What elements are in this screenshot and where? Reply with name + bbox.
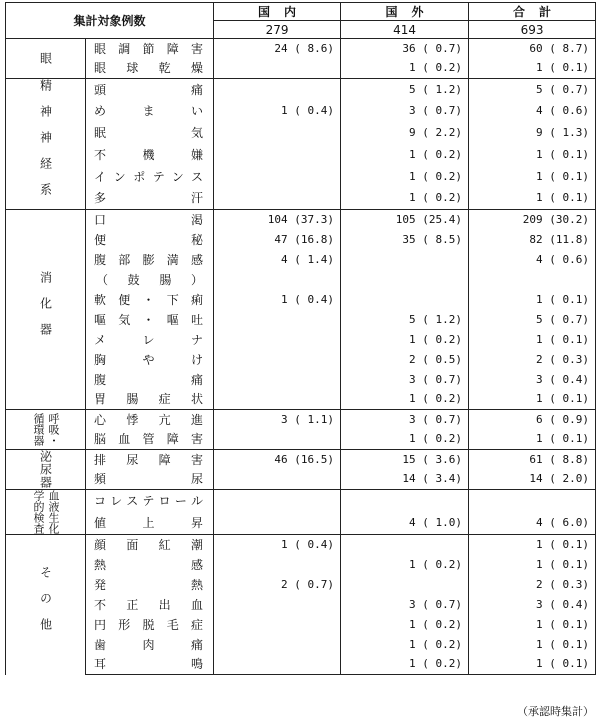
value-total — [469, 490, 596, 513]
value-foreign: 36 ( 0.7) — [341, 39, 469, 59]
value-foreign: 1 ( 0.2) — [341, 615, 469, 635]
value-foreign: 9 ( 2.2) — [341, 122, 469, 144]
category-label-col2: 呼吸・ — [47, 413, 60, 446]
value-domestic — [214, 79, 341, 101]
value-total: 4 ( 0.6) — [469, 250, 596, 270]
value-domestic: 4 ( 1.4) — [214, 250, 341, 270]
symptom-name: 頻尿 — [86, 470, 214, 490]
symptom-name: 値上昇 — [86, 512, 214, 535]
category-cell — [6, 450, 86, 490]
value-total: 60 ( 8.7) — [469, 39, 596, 59]
category-cell — [6, 410, 86, 450]
symptom-name: 眼球乾燥 — [86, 59, 214, 79]
category-label-col1: 学的検査 — [32, 490, 45, 534]
value-foreign: 3 ( 0.7) — [341, 370, 469, 390]
value-total: 2 ( 0.3) — [469, 575, 596, 595]
value-foreign — [341, 270, 469, 290]
value-foreign: 1 ( 0.2) — [341, 166, 469, 188]
value-foreign: 1 ( 0.2) — [341, 555, 469, 575]
table-row — [6, 166, 596, 188]
header-domestic: 国内 — [214, 3, 341, 21]
table-row — [6, 490, 596, 513]
value-total: 1 ( 0.1) — [469, 330, 596, 350]
value-total: 1 ( 0.1) — [469, 59, 596, 79]
symptom-name: 腹部膨満感 — [86, 250, 214, 270]
value-foreign: 35 ( 8.5) — [341, 230, 469, 250]
symptom-name: 熱感 — [86, 555, 214, 575]
table-row — [6, 350, 596, 370]
symptom-name: メレナ — [86, 330, 214, 350]
symptom-name: 頭痛 — [86, 79, 214, 101]
table-row — [6, 310, 596, 330]
value-domestic — [214, 310, 341, 330]
value-total: 1 ( 0.1) — [469, 635, 596, 655]
table-row — [6, 188, 596, 210]
value-total: 1 ( 0.1) — [469, 290, 596, 310]
value-total: 61 ( 8.8) — [469, 450, 596, 470]
value-total: 4 ( 6.0) — [469, 512, 596, 535]
symptom-name: 歯肉痛 — [86, 635, 214, 655]
value-domestic: 104 (37.3) — [214, 210, 341, 230]
value-total: 1 ( 0.1) — [469, 430, 596, 450]
table-row — [6, 655, 596, 675]
symptom-name: 眠気 — [86, 122, 214, 144]
value-domestic — [214, 166, 341, 188]
symptom-name: 脳血管障害 — [86, 430, 214, 450]
value-foreign: 1 ( 0.2) — [341, 188, 469, 210]
value-total: 1 ( 0.1) — [469, 615, 596, 635]
value-foreign — [341, 490, 469, 513]
value-foreign: 3 ( 0.7) — [341, 100, 469, 122]
adverse-events-table — [5, 2, 596, 675]
table-row — [6, 230, 596, 250]
category-cell — [6, 535, 86, 675]
value-domestic — [214, 144, 341, 166]
value-total: 2 ( 0.3) — [469, 350, 596, 370]
category-label — [6, 413, 85, 446]
value-foreign: 2 ( 0.5) — [341, 350, 469, 370]
category-label: 泌尿器 — [38, 450, 53, 489]
value-foreign: 14 ( 3.4) — [341, 470, 469, 490]
value-total: 3 ( 0.4) — [469, 595, 596, 615]
table-row — [6, 555, 596, 575]
table-row — [6, 410, 596, 430]
value-total: 1 ( 0.1) — [469, 188, 596, 210]
value-domestic — [214, 615, 341, 635]
value-foreign — [341, 575, 469, 595]
value-foreign: 1 ( 0.2) — [341, 59, 469, 79]
value-domestic — [214, 655, 341, 675]
table-row — [6, 470, 596, 490]
value-domestic — [214, 390, 341, 410]
table-row — [6, 535, 596, 555]
value-foreign: 3 ( 0.7) — [341, 595, 469, 615]
table-row — [6, 122, 596, 144]
symptom-name: 眼調節障害 — [86, 39, 214, 59]
value-total: 3 ( 0.4) — [469, 370, 596, 390]
table-row — [6, 270, 596, 290]
symptom-name: 心悸亢進 — [86, 410, 214, 430]
value-foreign: 1 ( 0.2) — [341, 390, 469, 410]
category-label: その他 — [38, 565, 53, 644]
value-total: 1 ( 0.1) — [469, 390, 596, 410]
table-row — [6, 390, 596, 410]
value-domestic: 1 ( 0.4) — [214, 100, 341, 122]
category-cell — [6, 490, 86, 535]
value-domestic: 47 (16.8) — [214, 230, 341, 250]
header-n-domestic: 279 — [214, 21, 341, 39]
table-row — [6, 39, 596, 59]
symptom-name: 不機嫌 — [86, 144, 214, 166]
value-total: 1 ( 0.1) — [469, 535, 596, 555]
value-foreign: 5 ( 1.2) — [341, 79, 469, 101]
value-domestic — [214, 512, 341, 535]
value-total: 5 ( 0.7) — [469, 79, 596, 101]
value-domestic — [214, 59, 341, 79]
value-domestic: 46 (16.5) — [214, 450, 341, 470]
header-foreign: 国外 — [341, 3, 469, 21]
table-row — [6, 290, 596, 310]
value-foreign: 1 ( 0.2) — [341, 330, 469, 350]
category-label: 眼 — [38, 52, 53, 65]
category-label: 精神神経系 — [38, 79, 53, 209]
value-domestic — [214, 188, 341, 210]
symptom-name: 発熱 — [86, 575, 214, 595]
value-foreign: 1 ( 0.2) — [341, 144, 469, 166]
category-label-col1: 循環器 — [32, 413, 45, 446]
table-row — [6, 615, 596, 635]
value-domestic: 3 ( 1.1) — [214, 410, 341, 430]
symptom-name: 軟便・下痢 — [86, 290, 214, 310]
value-domestic — [214, 270, 341, 290]
category-label — [6, 490, 85, 534]
value-foreign: 1 ( 0.2) — [341, 430, 469, 450]
symptom-name: 嘔気・嘔吐 — [86, 310, 214, 330]
value-foreign: 105 (25.4) — [341, 210, 469, 230]
value-domestic: 24 ( 8.6) — [214, 39, 341, 59]
table-row — [6, 59, 596, 79]
value-domestic — [214, 470, 341, 490]
value-domestic: 1 ( 0.4) — [214, 290, 341, 310]
symptom-name: 口渇 — [86, 210, 214, 230]
value-foreign — [341, 250, 469, 270]
table-row — [6, 512, 596, 535]
value-foreign: 3 ( 0.7) — [341, 410, 469, 430]
value-domestic: 1 ( 0.4) — [214, 535, 341, 555]
value-foreign — [341, 290, 469, 310]
value-total: 1 ( 0.1) — [469, 144, 596, 166]
value-total: 14 ( 2.0) — [469, 470, 596, 490]
value-domestic — [214, 122, 341, 144]
table-row — [6, 79, 596, 101]
symptom-name: インポテンス — [86, 166, 214, 188]
header-n-total: 693 — [469, 21, 596, 39]
value-total: 4 ( 0.6) — [469, 100, 596, 122]
value-total: 9 ( 1.3) — [469, 122, 596, 144]
value-foreign: 4 ( 1.0) — [341, 512, 469, 535]
category-label: 消化器 — [38, 270, 53, 349]
footnote: （承認時集計） — [517, 705, 594, 718]
symptom-name: 顔面紅潮 — [86, 535, 214, 555]
value-foreign — [341, 535, 469, 555]
value-domestic — [214, 490, 341, 513]
symptom-name: 耳鳴 — [86, 655, 214, 675]
symptom-name: 円形脱毛症 — [86, 615, 214, 635]
symptom-name: 胸やけ — [86, 350, 214, 370]
value-total: 1 ( 0.1) — [469, 555, 596, 575]
value-foreign: 15 ( 3.6) — [341, 450, 469, 470]
header-total: 合計 — [469, 3, 596, 21]
table-row — [6, 635, 596, 655]
category-label-col2: 血液生化 — [47, 490, 60, 534]
value-total: 82 (11.8) — [469, 230, 596, 250]
symptom-name: 排尿障害 — [86, 450, 214, 470]
category-cell — [6, 39, 86, 79]
value-domestic — [214, 430, 341, 450]
value-domestic — [214, 370, 341, 390]
table-row — [6, 144, 596, 166]
value-domestic — [214, 350, 341, 370]
symptom-name: コレステロール — [86, 490, 214, 513]
symptom-name: めまい — [86, 100, 214, 122]
value-domestic — [214, 555, 341, 575]
table-row — [6, 595, 596, 615]
value-total: 1 ( 0.1) — [469, 166, 596, 188]
symptom-name: 不正出血 — [86, 595, 214, 615]
value-total: 209 (30.2) — [469, 210, 596, 230]
table-row — [6, 575, 596, 595]
value-foreign: 5 ( 1.2) — [341, 310, 469, 330]
table-row — [6, 450, 596, 470]
value-domestic — [214, 635, 341, 655]
value-domestic — [214, 330, 341, 350]
table-row — [6, 210, 596, 230]
symptom-name: 多汗 — [86, 188, 214, 210]
value-foreign: 1 ( 0.2) — [341, 635, 469, 655]
table-row — [6, 100, 596, 122]
header-n-foreign: 414 — [341, 21, 469, 39]
symptom-name: 便秘 — [86, 230, 214, 250]
table-row — [6, 430, 596, 450]
value-foreign: 1 ( 0.2) — [341, 655, 469, 675]
header-cases-label: 集計対象例数 — [6, 3, 214, 39]
category-cell — [6, 79, 86, 210]
value-total: 6 ( 0.9) — [469, 410, 596, 430]
value-total — [469, 270, 596, 290]
value-total: 5 ( 0.7) — [469, 310, 596, 330]
table-row — [6, 250, 596, 270]
table-row — [6, 370, 596, 390]
symptom-name: （鼓腸） — [86, 270, 214, 290]
symptom-name: 腹痛 — [86, 370, 214, 390]
table-row — [6, 330, 596, 350]
symptom-name: 胃腸症状 — [86, 390, 214, 410]
value-total: 1 ( 0.1) — [469, 655, 596, 675]
value-domestic — [214, 595, 341, 615]
category-cell — [6, 210, 86, 410]
adverse-events-table-sheet — [5, 2, 595, 675]
value-domestic: 2 ( 0.7) — [214, 575, 341, 595]
